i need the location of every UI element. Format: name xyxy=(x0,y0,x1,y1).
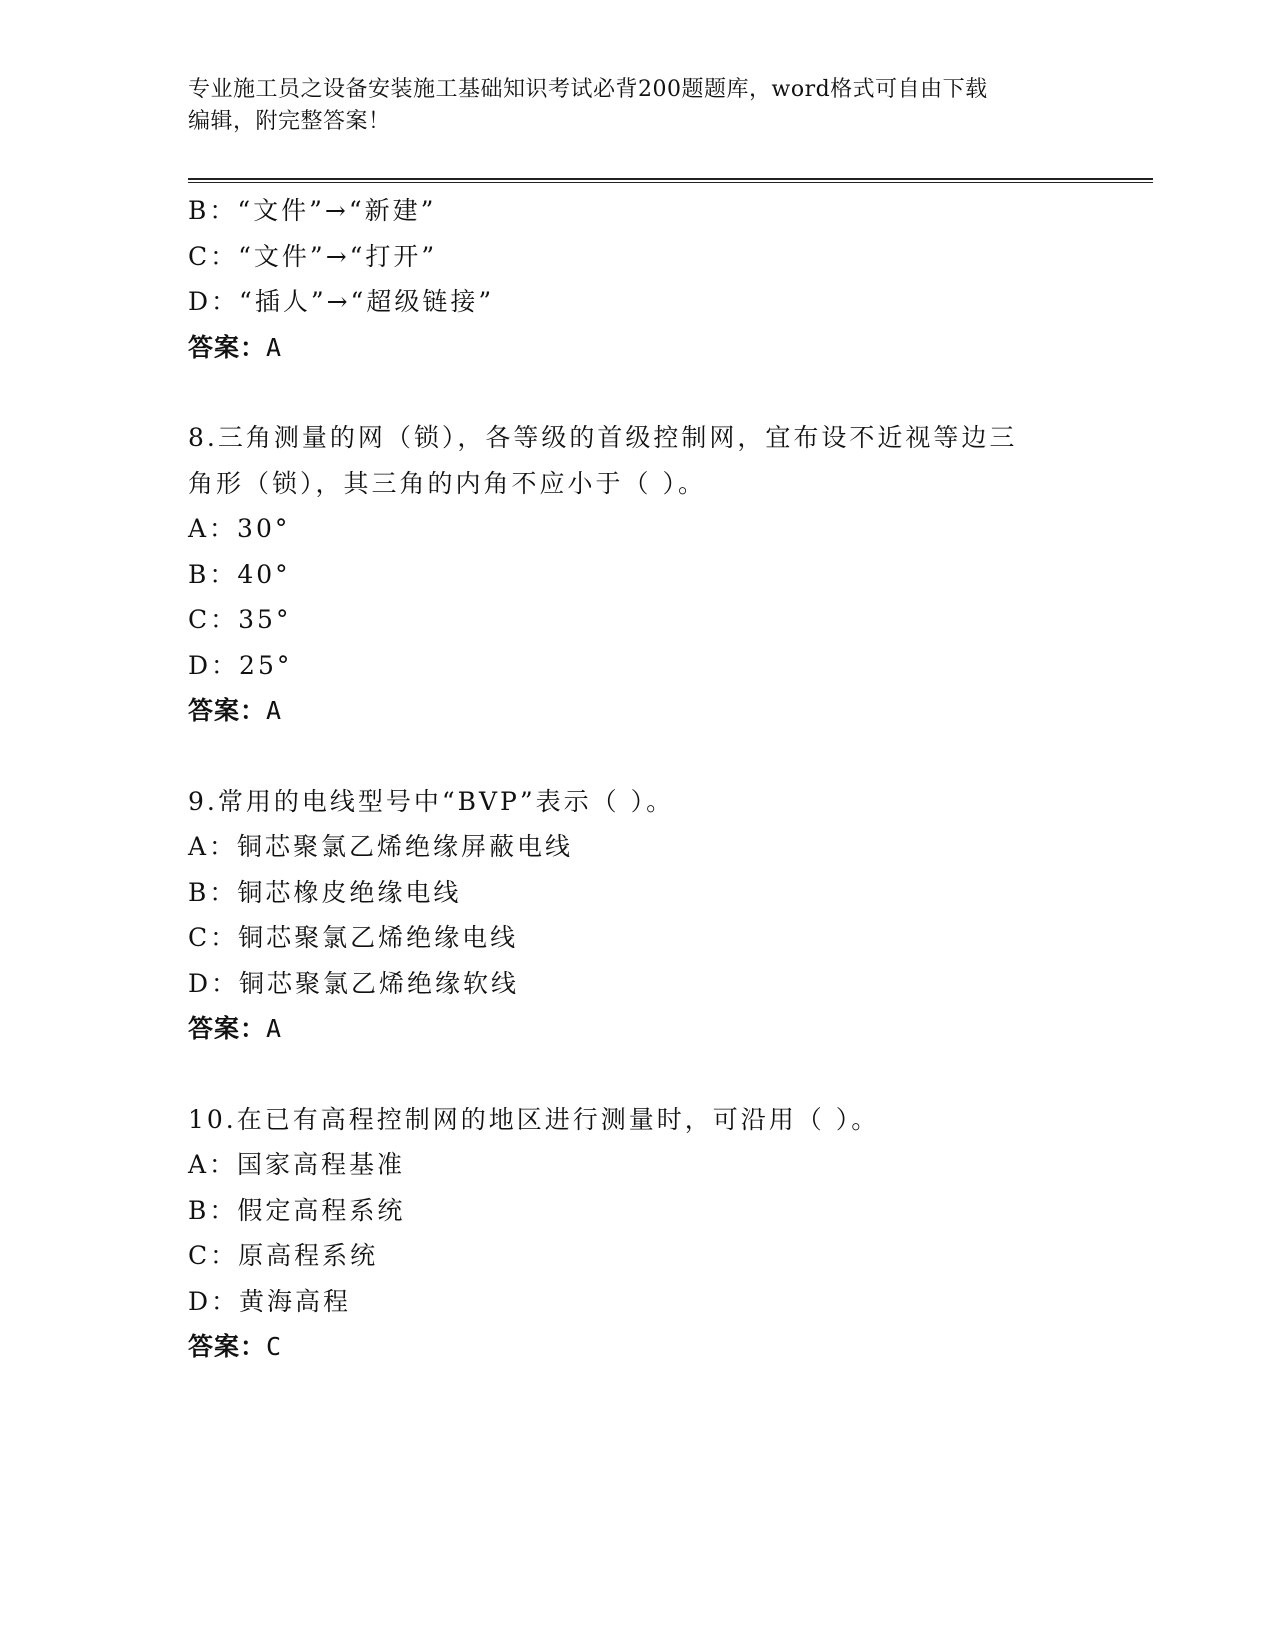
document-header xyxy=(188,74,1068,138)
spacer xyxy=(188,1052,1068,1097)
question-10-stem-line-1: 10.在已有高程控制网的地区进行测量时，可沿用（ ）。 xyxy=(188,1104,880,1134)
question-8-option-b: B：40° xyxy=(188,559,291,589)
question-9-option-a: A：铜芯聚氯乙烯绝缘屏蔽电线 xyxy=(188,832,574,861)
spacer xyxy=(188,734,1068,779)
question-9 xyxy=(188,779,1068,1052)
answer-value: A xyxy=(266,696,283,725)
question-8-answer xyxy=(188,688,1068,734)
question-10-answer xyxy=(188,1324,1068,1370)
answer-value: A xyxy=(266,332,283,362)
question-8-stem-line-1: 8.三角测量的网（锁），各等级的首级控制网，宜布设不近视等边三 xyxy=(188,423,1018,452)
question-10-option-b: B：假定高程系统 xyxy=(188,1195,406,1225)
question-10-option-c: C：原高程系统 xyxy=(188,1241,379,1270)
question-9-answer xyxy=(188,1006,1068,1052)
question-10-option-d: D：黄海高程 xyxy=(188,1286,352,1316)
header-title-line-1: 专业施工员之设备安装施工基础知识考试必背200题题库，word格式可自由下载 xyxy=(188,77,988,102)
answer-value: A xyxy=(266,1014,283,1043)
question-9-option-d: D：铜芯聚氯乙烯绝缘软线 xyxy=(188,968,520,998)
question-10-option-a: A：国家高程基准 xyxy=(188,1150,406,1179)
question-8-option-c: C：35° xyxy=(188,605,292,634)
question-7-option-c: C：“文件”→“打开” xyxy=(188,241,438,271)
header-divider-thin xyxy=(188,182,1153,183)
question-8 xyxy=(188,415,1068,734)
question-8-stem-line-2: 角形（锁），其三角的内角不应小于（ ）。 xyxy=(188,468,706,498)
answer-value: C xyxy=(266,1332,283,1361)
question-8-option-a: A：30° xyxy=(188,514,291,543)
question-9-option-b: B：铜芯橡皮绝缘电线 xyxy=(188,877,462,907)
question-9-stem-line-1: 9.常用的电线型号中“BVP”表示（ ）。 xyxy=(188,786,675,816)
question-8-option-d: D：25° xyxy=(188,650,293,680)
question-7-option-b: B：“文件”→“新建” xyxy=(188,196,437,225)
header-divider-thick xyxy=(188,178,1153,180)
answer-label: 答案： xyxy=(188,696,267,725)
question-9-option-c: C：铜芯聚氯乙烯绝缘电线 xyxy=(188,923,519,952)
question-7-option-d: D：“插人”→“超级链接” xyxy=(188,287,495,316)
question-list xyxy=(188,188,1068,1370)
question-7 xyxy=(188,188,1068,370)
answer-label: 答案： xyxy=(188,1332,267,1361)
answer-label: 答案： xyxy=(188,1014,267,1043)
spacer xyxy=(188,370,1068,415)
question-10 xyxy=(188,1097,1068,1370)
header-title-line-2: 编辑，附完整答案！ xyxy=(188,109,391,134)
answer-label: 答案： xyxy=(188,332,267,362)
question-7-answer xyxy=(188,325,1068,371)
